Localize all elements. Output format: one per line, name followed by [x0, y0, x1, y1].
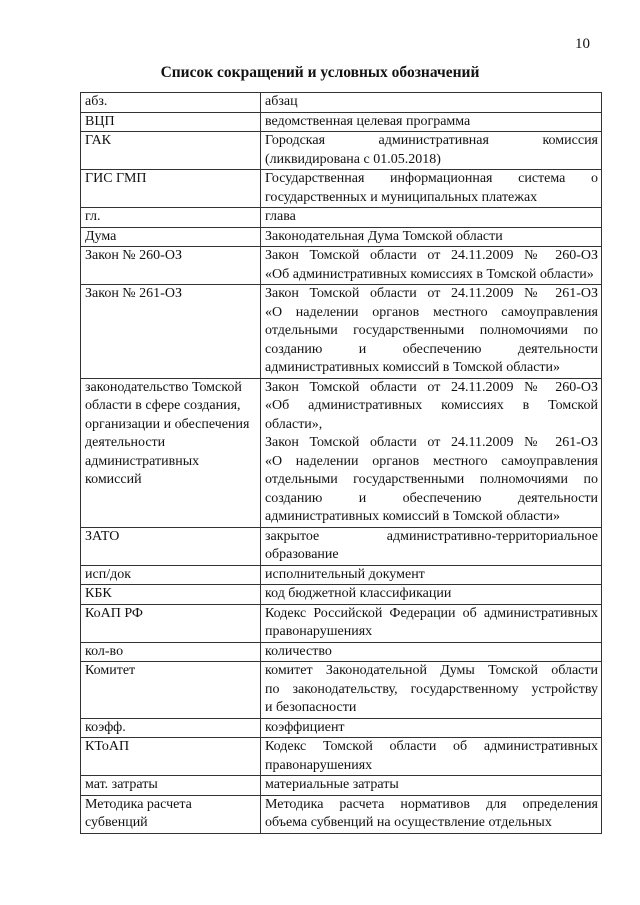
- abbreviation-text: КТоАП: [85, 739, 130, 754]
- definition-text: области»,: [265, 416, 323, 432]
- abbreviation-cell: [81, 378, 261, 527]
- abbreviation-text: комиссий: [85, 472, 142, 487]
- abbreviation-text: Закон № 260-ОЗ: [85, 248, 182, 263]
- definition-text: Закон Томской области от 24.11.2009 № 261-ОЗ: [265, 286, 598, 301]
- definition-cell: [261, 642, 602, 662]
- abbreviation-text: коэфф.: [85, 719, 126, 735]
- table-row: [81, 208, 602, 228]
- definition-text: комитет Законодательной Думы Томской области: [265, 663, 598, 678]
- definition-cell: [261, 585, 602, 605]
- abbreviation-text: Дума: [85, 228, 117, 244]
- definition-text: отдельными государственными полномочиями по: [265, 472, 598, 487]
- abbreviation-text: субвенций: [85, 815, 148, 830]
- abbreviation-text: законодательство Томской: [85, 379, 242, 395]
- definition-text: исполнительный документ: [265, 566, 425, 582]
- definition-text: образование: [265, 547, 339, 562]
- table-row: [81, 776, 602, 796]
- abbreviation-text: ГАК: [85, 133, 112, 148]
- abbreviation-cell: [81, 112, 261, 132]
- definition-text: правонарушениях: [265, 624, 373, 639]
- definition-text: созданию и обеспечению деятельности: [265, 341, 598, 357]
- abbreviation-cell: [81, 247, 261, 285]
- table-row: [81, 285, 602, 379]
- definition-cell: [261, 170, 602, 208]
- definition-text: количество: [265, 643, 332, 659]
- definition-text: ведомственная целевая программа: [265, 113, 471, 129]
- abbreviation-text: абз.: [85, 94, 108, 109]
- page-number: 10: [575, 36, 590, 52]
- abbreviation-cell: [81, 642, 261, 662]
- definition-cell: [261, 527, 602, 565]
- table-row: [81, 738, 602, 776]
- table-row: [81, 247, 602, 285]
- definition-text: государственных и муниципальных платежах: [265, 189, 538, 205]
- definition-text: правонарушениях: [265, 757, 373, 773]
- definition-text: «О наделении органов местного самоуправления: [265, 304, 598, 320]
- table-row: [81, 378, 602, 527]
- abbreviation-text: области в сфере создания,: [85, 398, 241, 413]
- definition-text: (ликвидирована с 01.05.2018): [265, 151, 441, 167]
- abbreviation-text: исп/док: [85, 566, 132, 582]
- definition-text: и безопасности: [265, 700, 357, 715]
- abbreviation-text: административных: [85, 453, 200, 469]
- table-row: [81, 170, 602, 208]
- table-row: [81, 565, 602, 585]
- definition-cell: [261, 738, 602, 776]
- definition-text: Кодекс Российской Федерации об административных: [265, 605, 598, 621]
- definition-text: Законодательная Дума Томской области: [265, 228, 503, 244]
- definition-cell: [261, 565, 602, 585]
- definition-text: Государственная информационная система о: [265, 171, 598, 186]
- abbreviation-text: Методика расчета: [85, 796, 192, 812]
- definition-text: Закон Томской области от 24.11.2009 № 261-ОЗ: [265, 435, 598, 450]
- abbreviation-text: гл.: [85, 209, 101, 224]
- table-row: [81, 132, 602, 170]
- definition-text: административных комиссий в Томской области»: [265, 509, 561, 524]
- definition-cell: [261, 776, 602, 796]
- definition-cell: [261, 795, 602, 833]
- definition-text: административных комиссий в Томской области»: [265, 360, 561, 375]
- definition-cell: [261, 227, 602, 247]
- definition-cell: [261, 208, 602, 228]
- abbreviation-text: ВЦП: [85, 113, 115, 129]
- table-row: [81, 718, 602, 738]
- abbreviation-cell: [81, 718, 261, 738]
- abbreviation-cell: [81, 132, 261, 170]
- abbreviation-cell: [81, 565, 261, 585]
- definition-text: Методика расчета нормативов для определения: [265, 796, 598, 812]
- abbreviation-text: КоАП РФ: [85, 605, 143, 621]
- definition-text: Кодекс Томской области об административных: [265, 739, 598, 754]
- table-row: [81, 227, 602, 247]
- abbreviation-cell: [81, 208, 261, 228]
- abbreviations-table-body: [81, 93, 602, 834]
- table-row: [81, 112, 602, 132]
- abbreviation-cell: [81, 738, 261, 776]
- definition-cell: [261, 604, 602, 642]
- abbreviation-text: деятельности: [85, 435, 166, 450]
- abbreviation-cell: [81, 285, 261, 379]
- abbreviation-cell: [81, 604, 261, 642]
- definition-text: «Об административных комиссиях в Томской: [265, 398, 598, 413]
- definition-text: «Об административных комиссиях в Томской области»: [265, 266, 594, 282]
- abbreviation-text: мат. затраты: [85, 777, 158, 792]
- table-row: [81, 795, 602, 833]
- table-row: [81, 642, 602, 662]
- table-row: [81, 604, 602, 642]
- definition-text: код бюджетной классификации: [265, 586, 452, 601]
- abbreviations-table: [80, 92, 602, 834]
- abbreviation-text: Комитет: [85, 663, 136, 678]
- definition-text: глава: [265, 209, 296, 224]
- abbreviation-text: ЗАТО: [85, 528, 120, 544]
- definition-text: материальные затраты: [265, 777, 399, 792]
- definition-text: Закон Томской области от 24.11.2009 № 260-ОЗ: [265, 379, 598, 395]
- table-row: [81, 527, 602, 565]
- definition-cell: [261, 93, 602, 113]
- definition-text: объема субвенций на осуществление отдельных: [265, 815, 552, 830]
- abbreviation-text: ГИС ГМП: [85, 171, 147, 186]
- definition-text: «О наделении органов местного самоуправления: [265, 453, 598, 469]
- abbreviation-cell: [81, 93, 261, 113]
- table-row: [81, 93, 602, 113]
- table-row: [81, 585, 602, 605]
- definition-text: Закон Томской области от 24.11.2009 № 260-ОЗ: [265, 248, 598, 263]
- definition-cell: [261, 285, 602, 379]
- definition-cell: [261, 662, 602, 719]
- definition-cell: [261, 112, 602, 132]
- abbreviation-cell: [81, 776, 261, 796]
- definition-text: закрытое административно-территориальное: [265, 528, 598, 544]
- abbreviation-text: организации и обеспечения: [85, 416, 250, 432]
- definition-text: по законодательству, государственному устройству: [265, 681, 598, 697]
- definition-cell: [261, 132, 602, 170]
- abbreviation-text: Закон № 261-ОЗ: [85, 286, 182, 301]
- table-row: [81, 662, 602, 719]
- definition-cell: [261, 378, 602, 527]
- abbreviation-text: кол-во: [85, 643, 124, 659]
- abbreviation-cell: [81, 585, 261, 605]
- definition-text: отдельными государственными полномочиями по: [265, 323, 598, 338]
- abbreviation-cell: [81, 662, 261, 719]
- page-title: Список сокращений и условных обозначений: [160, 64, 480, 81]
- definition-cell: [261, 247, 602, 285]
- abbreviation-cell: [81, 170, 261, 208]
- definition-text: созданию и обеспечению деятельности: [265, 490, 598, 506]
- definition-text: Городская административная комиссия: [265, 133, 598, 148]
- abbreviation-cell: [81, 227, 261, 247]
- definition-text: абзац: [265, 94, 298, 109]
- abbreviation-cell: [81, 795, 261, 833]
- abbreviation-text: КБК: [85, 586, 112, 601]
- definition-text: коэффициент: [265, 719, 345, 735]
- definition-cell: [261, 718, 602, 738]
- abbreviation-cell: [81, 527, 261, 565]
